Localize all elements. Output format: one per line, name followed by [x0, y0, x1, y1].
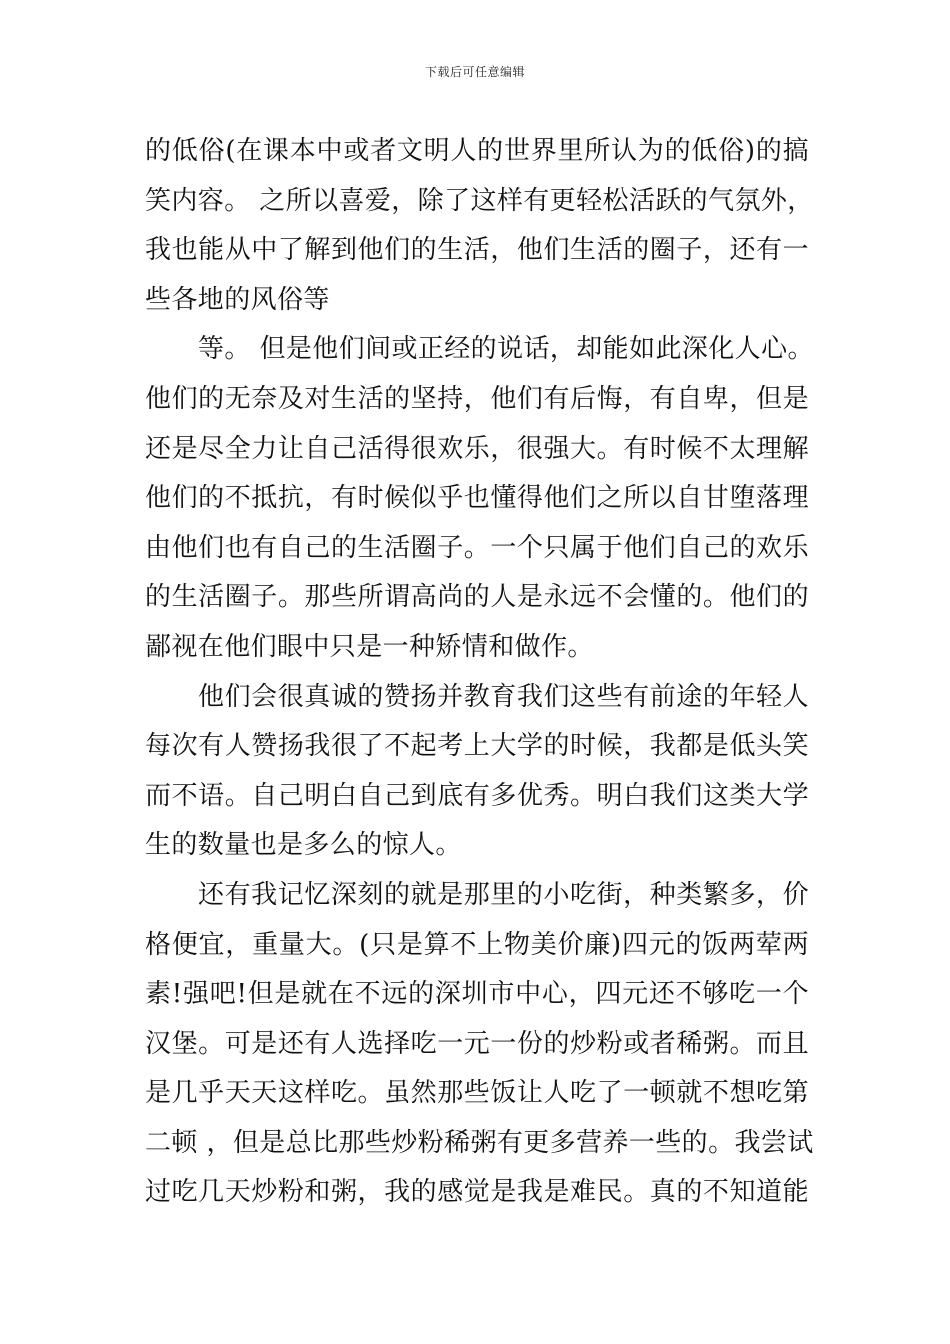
text-line: 他们的无奈及对生活的坚持，他们有后悔，有自卑，但是 [145, 383, 809, 414]
text-line: 二顿 ，但是总比那些炒粉稀粥有更多营养一些的。我尝试 [145, 1127, 814, 1158]
text-line: 汉堡。可是还有人选择吃一元一份的炒粉或者稀粥。而且 [145, 1028, 809, 1059]
page-header-note: 下载后可任意编辑 [424, 65, 525, 79]
text-line: 笑内容。 之所以喜爱，除了这样有更轻松活跃的气氛外， [145, 185, 814, 216]
paragraph-first-line: 还有我记忆深刻的就是那里的小吃街，种类繁多，价 [198, 879, 809, 910]
text-line: 生的数量也是多么的惊人。 [145, 830, 462, 861]
text-line: 而不语。自己明白自己到底有多优秀。明白我们这类大学 [145, 780, 809, 811]
text-line: 格便宜，重量大。(只是算不上物美价廉)四元的饭两荤两 [145, 929, 809, 960]
text-line: 还是尽全力让自己活得很欢乐，很强大。有时候不太理解 [145, 433, 809, 464]
text-line: 素!强吧!但是就在不远的深圳市中心，四元还不够吃一个 [145, 979, 809, 1010]
text-line: 他们的不抵抗，有时候似乎也懂得他们之所以自甘堕落理 [145, 483, 809, 514]
text-line: 的生活圈子。那些所谓高尚的人是永远不会懂的。他们的 [145, 582, 809, 613]
text-line: 些各地的风俗等 [145, 284, 330, 315]
document-body [145, 127, 814, 1218]
text-line: 的低俗(在课本中或者文明人的世界里所认为的低俗)的搞 [145, 136, 809, 166]
text-line: 鄙视在他们眼中只是一种矫情和做作。 [145, 631, 594, 662]
paragraph-first-line: 等。 但是他们间或正经的说话，却能如此深化人心。 [198, 334, 814, 365]
text-line: 是几乎天天这样吃。虽然那些饭让人吃了一顿就不想吃第 [145, 1078, 809, 1109]
text-line: 由他们也有自己的生活圈子。一个只属于他们自己的欢乐 [145, 532, 809, 563]
text-line: 我也能从中了解到他们的生活，他们生活的圈子，还有一 [145, 235, 809, 266]
paragraph-first-line: 他们会很真诚的赞扬并教育我们这些有前途的年轻人 [198, 681, 809, 712]
text-line: 每次有人赞扬我很了不起考上大学的时候，我都是低头笑 [145, 731, 809, 762]
text-line: 过吃几天炒粉和粥，我的感觉是我是难民。真的不知道能 [145, 1177, 809, 1208]
